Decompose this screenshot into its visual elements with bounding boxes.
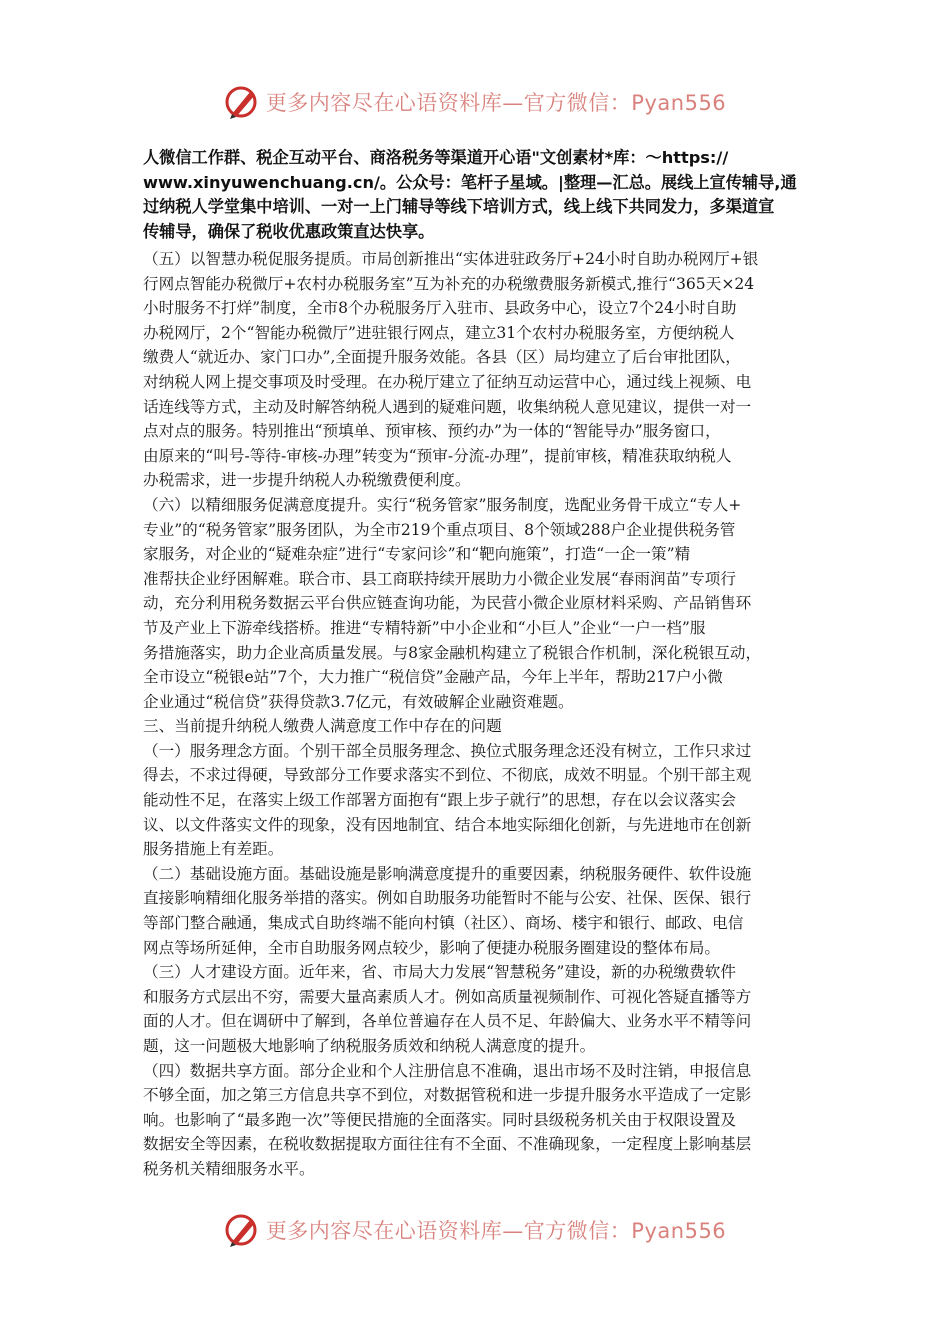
text-line: 题，这一问题极大地影响了纳税服务质效和纳税人满意度的提升。 (143, 1037, 596, 1055)
text-line: 务措施落实，助力企业高质量发展。与8家金融机构建立了税银合作机制，深化税银互动， (143, 643, 762, 662)
text-line: 得去，不求过得硬，导致部分工作要求落实不到位、不彻底，成效不明显。个别干部主观 (143, 766, 752, 785)
text-line: 直接影响精细化服务举措的落实。例如自助服务功能暂时不能与公安、社保、医保、银行 (143, 889, 752, 908)
text-line: 动，充分利用税务数据云平台供应链查询功能，为民营小微企业原材料采购、产品销售环 (143, 594, 752, 613)
text-line: 服务措施上有差距。 (143, 840, 284, 859)
text-line: （五）以智慧办税促服务提质。市局创新推出“实体进驻政务厅+24小时自助办税网厅+银 (143, 250, 759, 268)
text-line: 企业通过“税信贷”获得贷款3.7亿元，有效破解企业融资难题。 (143, 692, 574, 711)
pen-logo-icon (224, 1212, 260, 1248)
text-line: 对纳税人网上提交事项及时受理。在办税厅建立了征纳互动运营中心，通过线上视频、电 (143, 372, 752, 391)
text-line: 和服务方式层出不穷，需要大量高素质人才。例如高质量视频制作、可视化答疑直播等方 (143, 987, 752, 1006)
section-heading: 三、当前提升纳税人缴费人满意度工作中存在的问题 (143, 717, 502, 736)
text-line: 办税需求，进一步提升纳税人办税缴费便利度。 (143, 471, 471, 490)
text-line: （四）数据共享方面。部分企业和个人注册信息不准确，退出市场不及时注销，申报信息 (143, 1061, 752, 1080)
text-line: 节及产业上下游牵线搭桥。推进“专精特新”中小企业和“小巨人”企业“一户一档”服 (143, 618, 706, 637)
text-line: （六）以精细服务促满意度提升。实行“税务管家”服务制度，选配业务骨干成立“专人+ (143, 495, 742, 514)
text-line: 专业”的“税务管家”服务团队，为全市219个重点项目、8个领域288户企业提供税务管 (143, 520, 736, 539)
footer-banner (0, 1210, 950, 1250)
text-line: （二）基础设施方面。基础设施是影响满意度提升的重要因素，纳税服务硬件、软件设施 (143, 864, 752, 883)
text-line: 响。也影响了“最多跑一次”等便民措施的全面落实。同时县级税务机关由于权限设置及 (143, 1110, 736, 1129)
text-line: （三）人才建设方面。近年来，省、市局大力发展“智慧税务”建设，新的办税缴费软件 (143, 963, 736, 982)
text-line: 办税网厅，2个“智能办税微厅”进驻银行网点，建立31个农村办税服务室，方便纳税人 (143, 323, 735, 342)
text-line: 等部门整合融通，集成式自助终端不能向村镇（社区）、商场、楼宇和银行、邮政、电信 (143, 914, 744, 933)
text-line: 人微信工作群、税企互动平台、商洛税务等渠道开心语"文创素材*库：～https:// (143, 148, 729, 167)
header-banner (0, 82, 950, 122)
text-line: 由原来的“叫号-等待-审核-办理”转变为“预审-分流-办理”，提前审核，精准获取纳税人 (143, 446, 732, 465)
text-line: （一）服务理念方面。个别干部全员服务理念、换位式服务理念还没有树立，工作只求过 (143, 741, 752, 760)
text-line: 缴费人“就近办、家门口办”,全面提升服务效能。各县（区）局均建立了后台审批团队， (143, 348, 741, 367)
text-line: 不够全面，加之第三方信息共享不到位，对数据管税和进一步提升服务水平造成了一定影 (143, 1086, 752, 1105)
text-line: 点对点的服务。特别推出“预填单、预审核、预约办”为一体的“智能导办”服务窗口， (143, 422, 721, 441)
text-line: 数据安全等因素，在税收数据提取方面往往有不全面、不准确现象，一定程度上影响基层 (143, 1135, 752, 1154)
text-line: 面的人才。但在调研中了解到，各单位普遍存在人员不足、年龄偏大、业务水平不精等问 (143, 1012, 752, 1031)
banner-text: 更多内容尽在心语资料库—官方微信：Pyan556 (265, 1219, 727, 1243)
text-line: 话连线等方式，主动及时解答纳税人遇到的疑难问题，收集纳税人意见建议，提供一对一 (143, 397, 752, 416)
text-line: 全市设立“税银e站”7个，大力推广“税信贷”金融产品，今年上半年，帮助217户小微 (143, 668, 723, 687)
text-line: 传辅导，确保了税收优惠政策直达快享。 (143, 221, 435, 241)
pen-logo-icon (224, 84, 260, 120)
text-line: 行网点智能办税微厅+农村办税服务室”互为补充的办税缴费服务新模式,推行“365天×24 (143, 274, 755, 293)
text-line: 过纳税人学堂集中培训、一对一上门辅导等线下培训方式，线上线下共同发力，多渠道宣 (143, 197, 775, 216)
text-line: 能动性不足，在落实上级工作部署方面抱有“跟上步子就行”的思想，存在以会议落实会 (143, 791, 736, 810)
text-line: 家服务，对企业的“疑难杂症”进行“专家问诊”和“靶向施策”，打造“一企一策”精 (143, 545, 691, 564)
text-line: www.xinyuwenchuang.cn/。公众号：笔杆子星域。|整理—汇总。展线上宣传辅导,通 (143, 172, 797, 192)
intro-paragraph (143, 146, 813, 244)
document-body (143, 247, 815, 1182)
text-line: 小时服务不打烊”制度，全市8个办税服务厅入驻市、县政务中心，设立7个24小时自助 (143, 299, 737, 318)
text-line: 议、以文件落实文件的现象，没有因地制宜、结合本地实际细化创新，与先进地市在创新 (143, 815, 752, 834)
banner-text: 更多内容尽在心语资料库—官方微信：Pyan556 (265, 91, 727, 115)
text-line: 网点等场所延伸，全市自助服务网点较少，影响了便捷办税服务圈建设的整体布局。 (143, 938, 720, 957)
text-line: 税务机关精细服务水平。 (143, 1159, 315, 1178)
text-line: 准帮扶企业纾困解难。联合市、县工商联持续开展助力小微企业发展“春雨润苗”专项行 (143, 569, 736, 588)
